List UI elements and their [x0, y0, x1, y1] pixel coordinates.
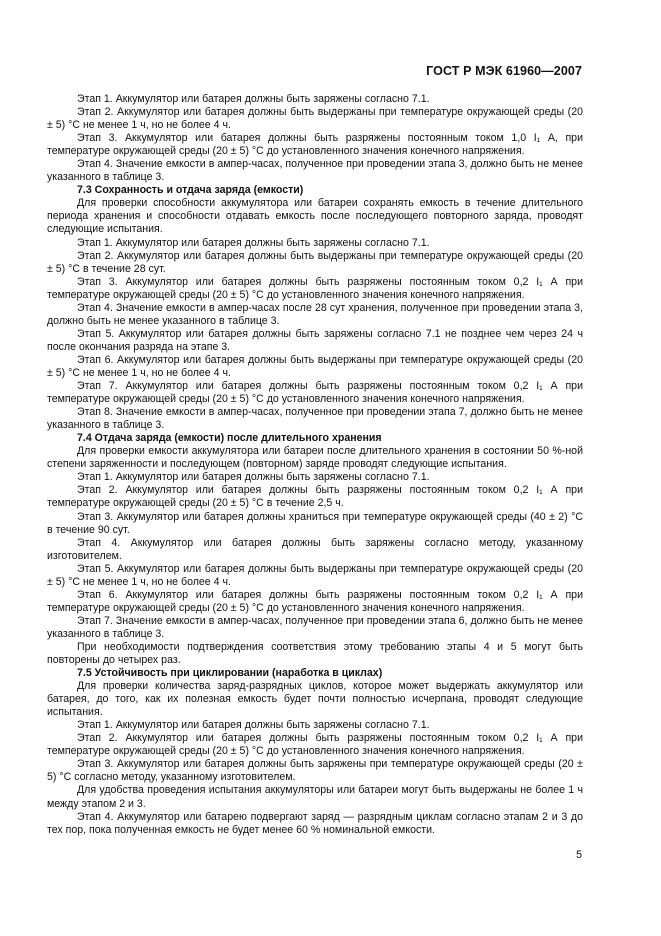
paragraph: Этап 2. Аккумулятор или батарея должны быть разряжены постоянным током 0,2 I₁ А при температуре окружающей среды (20 ± 5) °С в течение 2,5 ч. — [47, 484, 583, 510]
paragraph: Этап 5. Аккумулятор или батарея должны быть выдержаны при температуре окружающей среды (20 ± 5) °С не менее 1 ч, но не более 4 ч. — [47, 562, 583, 588]
paragraph: Этап 5. Аккумулятор или батарея должны быть заряжены согласно 7.1 не позднее чем через 24 ч после окончания разряда на этапе 3. — [47, 327, 583, 353]
paragraph: Этап 4. Аккумулятор или батарея должны быть заряжены согласно методу, указанному изготовителем. — [47, 536, 583, 562]
paragraph: Этап 6. Аккумулятор или батарея должны быть разряжены постоянным током 0,2 I₁ А при температуре окружающей среды (20 ± 5) °С до установленного значения конечного напряжения. — [47, 588, 583, 614]
paragraph: Для проверки способности аккумулятора или батареи сохранять емкость в течение длительного периода хранения и способности отдавать емкость после последующего повторного заряда, проводят следующие испытания. — [47, 197, 583, 236]
paragraph: Этап 4. Значение емкости в ампер-часах после 28 сут хранения, полученное при проведении этапа 3, должно быть не менее указанного в таблице 3. — [47, 301, 583, 327]
paragraph: Этап 7. Аккумулятор или батарея должны быть разряжены постоянным током 0,2 I₁ А при температуре окружающей среды (20 ± 5) °С до установленного значения конечного напряжения. — [47, 380, 583, 406]
paragraph: Для проверки количества заряд-разрядных циклов, которое может выдержать аккумулятор или батарея, до того, как их полезная емкость будет почти полностью исчерпана, проводят следующие испытания. — [47, 680, 583, 719]
paragraph: Этап 2. Аккумулятор или батарея должны быть выдержаны при температуре окружающей среды (20 ± 5) °С в течение 28 сут. — [47, 249, 583, 275]
paragraph: При необходимости подтверждения соответствия этому требованию этапы 4 и 5 могут быть повторены до четырех раз. — [47, 640, 583, 667]
section-heading: 7.3 Сохранность и отдача заряда (емкости) — [77, 184, 304, 197]
page-number: 5 — [576, 849, 582, 861]
paragraph: Этап 8. Значение емкости в ампер-часах, полученное при проведении этапа 7, должно быть не менее указанного в таблице 3. — [47, 406, 583, 432]
paragraph: Этап 1. Аккумулятор или батарея должны быть заряжены согласно 7.1. — [77, 471, 430, 484]
paragraph: Этап 3. Аккумулятор или батарея должны быть разряжены постоянным током 1,0 I₁ А, при температуре окружающей среды (20 ± 5) °С до установленного значения конечного напряжения. — [47, 132, 583, 158]
paragraph: Этап 7. Значение емкости в ампер-часах, полученное при проведении этапа 6, должно быть не менее указанного в таблице 3. — [47, 614, 583, 640]
paragraph: Этап 4. Значение емкости в ампер-часах, полученное при проведении этапа 3, должно быть не менее указанного в таблице 3. — [47, 158, 583, 184]
document-body — [47, 93, 583, 837]
paragraph: Этап 3. Аккумулятор или батарея должны быть заряжены при температуре окружающей среды (20 ± 5) °С согласно методу, указанному изготовителем. — [47, 758, 583, 784]
paragraph: Этап 4. Аккумулятор или батарею подвергают заряд — разрядным циклам согласно этапам 2 и 3 до тех пор, пока полученная емкость не будет менее 60 % номинальной емкости. — [47, 810, 583, 836]
section-heading: 7.4 Отдача заряда (емкости) после длительного хранения — [77, 432, 382, 445]
section-heading: 7.5 Устойчивость при циклировании (наработка в циклах) — [77, 667, 383, 680]
paragraph: Этап 1. Аккумулятор или батарея должны быть заряжены согласно 7.1. — [77, 719, 430, 732]
paragraph: Этап 2. Аккумулятор или батарея должны быть выдержаны при температуре окружающей среды (20 ± 5) °С не менее 1 ч, но не более 4 ч. — [47, 106, 583, 132]
paragraph: Для удобства проведения испытания аккумуляторы или батареи могут быть выдержаны не более 1 ч между этапом 2 и 3. — [47, 784, 583, 810]
document-header: ГОСТ Р МЭК 61960—2007 — [426, 64, 582, 78]
paragraph: Этап 3. Аккумулятор или батарея должны храниться при температуре окружающей среды (40 ± 2) °С в течение 90 сут. — [47, 510, 583, 536]
paragraph: Этап 2. Аккумулятор или батарея должны быть разряжены постоянным током 0,2 I₁ А при температуре окружающей среды (20 ± 5) °С до установленного значения конечного напряжения. — [47, 732, 583, 758]
paragraph: Этап 1. Аккумулятор или батарея должны быть заряжены согласно 7.1. — [77, 236, 430, 249]
paragraph: Для проверки емкости аккумулятора или батареи после длительного хранения в состоянии 50 %-ной степени заряженности и последующем (повторном) заряде проводят следующие испытания. — [47, 445, 583, 471]
paragraph: Этап 6. Аккумулятор или батарея должны быть выдержаны при температуре окружающей среды (20 ± 5) °С не менее 1 ч, но не более 4 ч. — [47, 353, 583, 379]
paragraph: Этап 3. Аккумулятор или батарея должны быть разряжены постоянным током 0,2 I₁ А при температуре окружающей среды (20 ± 5) °С до установленного значения конечного напряжения. — [47, 275, 583, 301]
paragraph: Этап 1. Аккумулятор или батарея должны быть заряжены согласно 7.1. — [77, 93, 430, 105]
